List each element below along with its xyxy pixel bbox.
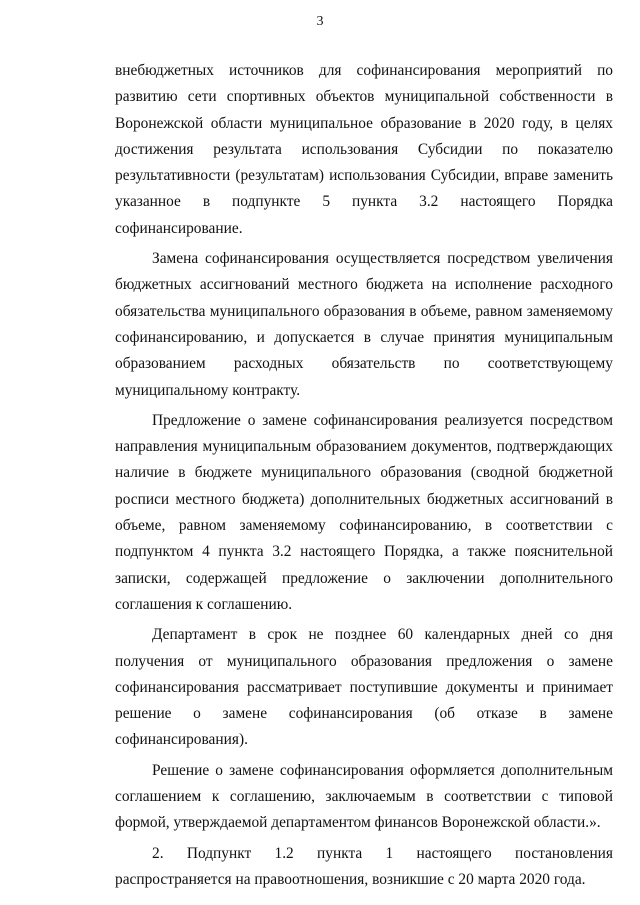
- paragraph-clause-2: 2. Подпункт 1.2 пункта 1 настоящего постановления распространяется на правоотношения, возникшие с 20 марта 2020 года.: [115, 844, 613, 888]
- paragraph-replacement-proposal: Предложение о замене софинансирования реализуется посредством направления муниципальным образованием документов, подтверждающих наличие в бюджете муниципального образования (сводной бюджетной росписи местного бюджета) дополнительных бюджетных ассигнований в объеме, равном заменяемому софинансированию, в соответствии с подпунктом 4 пункта 3.2 настоящего Порядка, а также пояснительной записки, содержащей предложение о заключении дополнительного соглашения к соглашению.: [115, 411, 613, 613]
- paragraph-replacement-method: Замена софинансирования осуществляется посредством увеличения бюджетных ассигнований местного бюджета на исполнение расходного обязательства муниципального образования в объеме, равном заменяемому софинансированию, и допускается в случае принятия муниципальным образованием расходных обязательств по соответствующему муниципальному контракту.: [115, 250, 613, 399]
- page-number: 3: [316, 14, 324, 29]
- paragraph-department-review: Департамент в срок не позднее 60 календарных дней со дня получения от муниципального образования предложения о замене софинансирования рассматривает поступившие документы и принимает решение о замене софинансирования (об отказе в замене софинансирования).: [115, 626, 613, 749]
- paragraph-supplementary-agreement: Решение о замене софинансирования оформляется дополнительным соглашением к соглашению, заключаемым в соответствии с типовой формой, утверждаемой департаментом финансов Воронежской области.».: [115, 761, 613, 832]
- paragraph-continuation: внебюджетных источников для софинансирования мероприятий по развитию сети спортивных объектов муниципальной собственности в Воронежской области муниципальное образование в 2020 году, в целях достижения результата использования Субсидии по показателю результативности (результатам) использования Субсидии, вправе заменить указанное в подпункте 5 пункта 3.2 настоящего Порядка софинансирование.: [115, 62, 613, 237]
- document-body: [115, 58, 613, 897]
